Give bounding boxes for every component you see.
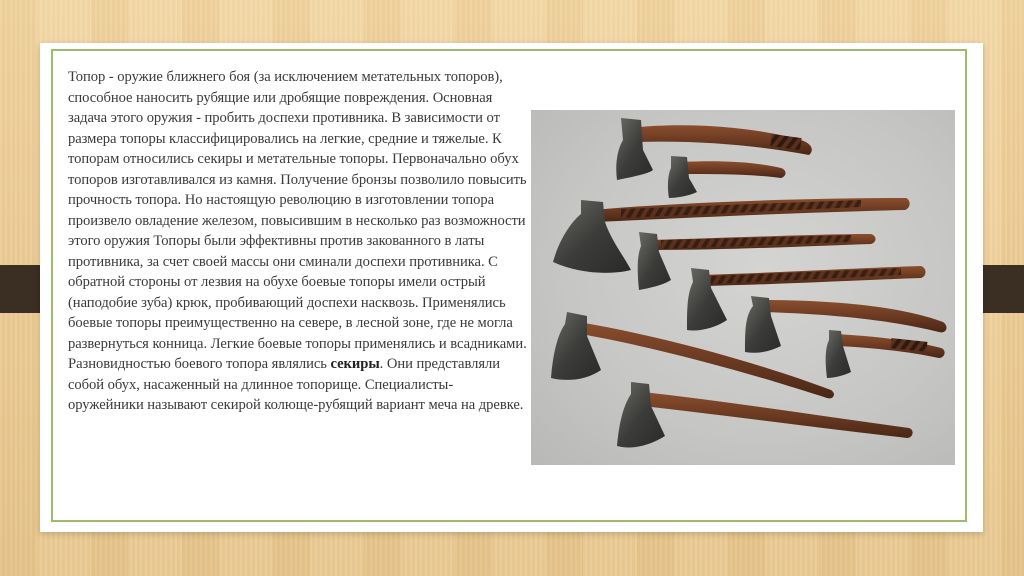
paragraph-second-start: Разновидностью боевого топора являлись — [68, 356, 331, 372]
paragraph-second-end: . Они представляли собой обух, насаженный на длинное топорище. Специалисты-оружейники называют секирой колюще-рубящий вариант меча на древке. — [68, 356, 524, 413]
paragraph-main: Топор - оружие ближнего боя (за исключением метательных топоров), способное наносить рубящие или дробящие повреждения. Основная задача этого оружия - пробить доспехи противника. В зависимости от размера топоры классифицировались на легкие, средние и тяжелые. К топорам относились секиры и метательные топоры. Первоначально обух топоров изготавливался из камня. Получение бронзы позволило повысить прочность топора. Но настоящую революцию в изготовлении топора произвело овладение железом, повысившим в несколько раз возможности этого оружия Топоры были эффективны против закованного в латы противника, за счет своей массы они сминали доспехи противника. С обратной стороны от лезвия на обухе боевые топоры имели острый (наподобие зуба) крюк, пробивающий доспехи насквозь. Применялись боевые топоры преимущественно на севере, в лесной зоне, где не могла развернуться конница. Легкие боевые топоры применялись и всадниками. — [68, 69, 527, 352]
slide-text — [68, 67, 528, 416]
axe-2 — [668, 156, 786, 198]
left-side-band — [0, 265, 40, 313]
right-side-band — [981, 265, 1024, 313]
axe-7 — [826, 330, 945, 378]
term-sekira: секиры — [330, 356, 380, 372]
axes-collection-photo — [531, 110, 955, 465]
axes-illustration — [531, 110, 955, 465]
slide-card — [40, 43, 983, 532]
paragraph-second — [68, 354, 528, 416]
axe-9 — [617, 382, 913, 448]
